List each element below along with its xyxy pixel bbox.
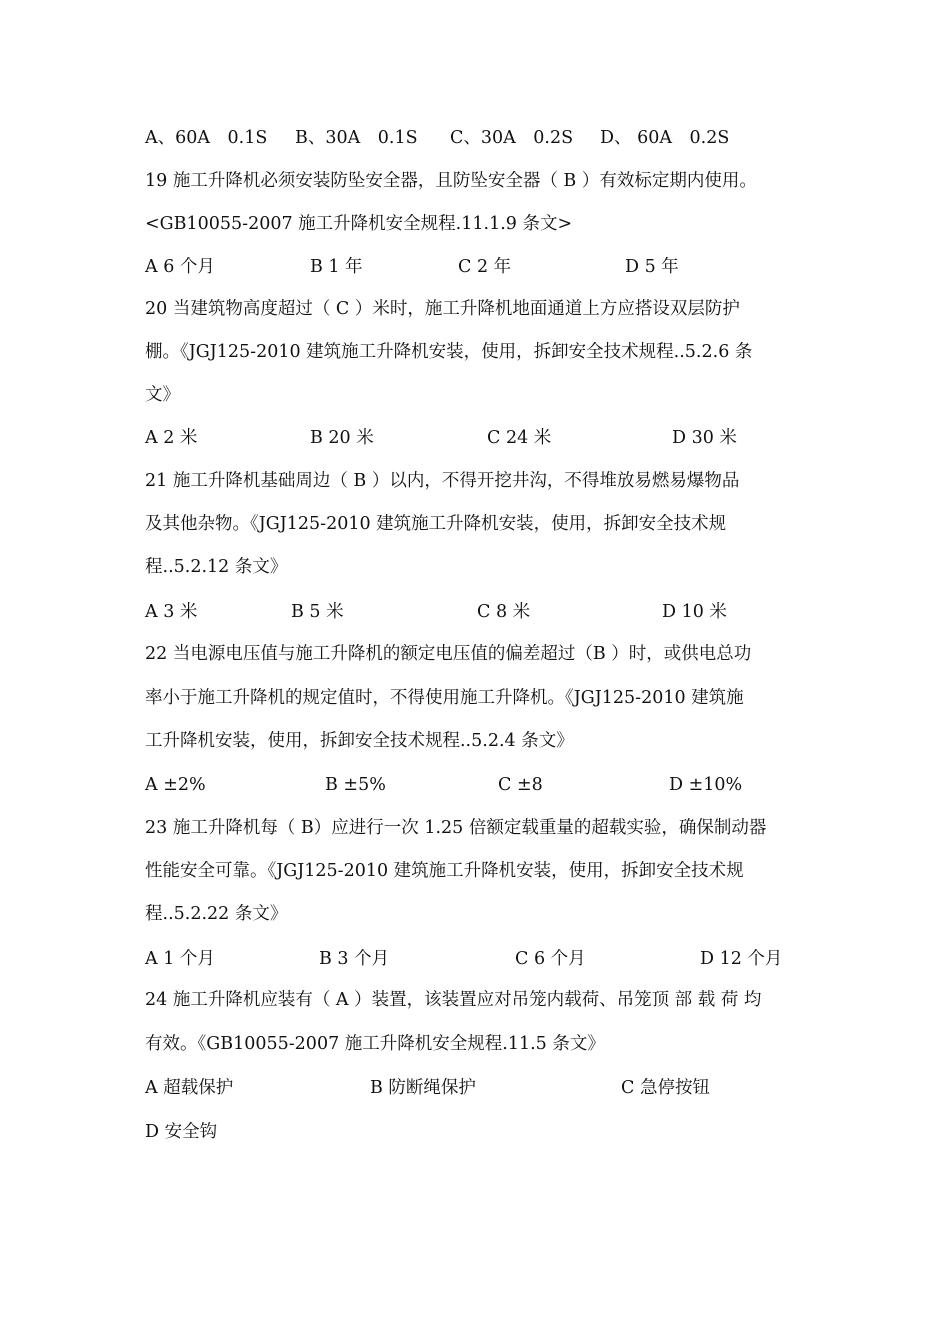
question-22-text-end: 工升降机安装，使用，拆卸安全技术规程..5.2.4 条文》 xyxy=(145,731,574,751)
option-b: B ±5% xyxy=(325,775,386,795)
option-b: B 3 个月 xyxy=(319,949,390,969)
q22-options xyxy=(145,773,845,797)
option-d: D、 60A 0.2S xyxy=(600,128,730,148)
q23-options xyxy=(145,947,845,971)
question-21-text-end: 程..5.2.12 条文》 xyxy=(145,557,288,577)
option-c: C、30A 0.2S xyxy=(450,128,574,148)
question-19-reference: <GB10055-2007 施工升降机安全规程.11.1.9 条文> xyxy=(145,214,573,234)
question-24-option-d: D 安全钩 xyxy=(145,1122,218,1142)
option-b: B 5 米 xyxy=(291,602,344,622)
question-23-text: 23 施工升降机每（ B）应进行一次 1.25 倍额定载重量的超载实验，确保制动器 xyxy=(145,818,767,838)
option-c: C 2 年 xyxy=(458,257,512,277)
option-d: D ±10% xyxy=(669,775,743,795)
option-b: B 20 米 xyxy=(310,428,374,448)
question-20-text-end: 文》 xyxy=(145,385,180,405)
option-a: A 2 米 xyxy=(145,428,198,448)
question-20-text-cont: 棚。《JGJ125-2010 建筑施工升降机安装，使用，拆卸安全技术规程..5.2.6 条 xyxy=(145,342,753,362)
question-21-text-cont: 及其他杂物。《JGJ125-2010 建筑施工升降机安装，使用，拆卸安全技术规 xyxy=(145,514,727,534)
option-c: C 6 个月 xyxy=(515,949,586,969)
option-a: A、60A 0.1S xyxy=(145,128,268,148)
option-c: C ±8 xyxy=(498,775,543,795)
option-b: B 防断绳保护 xyxy=(370,1078,476,1098)
question-23-text-end: 程..5.2.22 条文》 xyxy=(145,904,288,924)
q24-options xyxy=(145,1076,845,1100)
option-a: A 1 个月 xyxy=(145,949,215,969)
option-d: D 12 个月 xyxy=(700,949,783,969)
option-a: A 超载保护 xyxy=(145,1078,234,1098)
q20-options xyxy=(145,426,845,450)
option-c: C 8 米 xyxy=(477,602,531,622)
question-24-reference: 有效。《GB10055-2007 施工升降机安全规程.11.5 条文》 xyxy=(145,1034,605,1054)
question-19-text: 19 施工升降机必须安装防坠安全器，且防坠安全器（ B ）有效标定期内使用。 xyxy=(145,171,757,191)
option-d: D 5 年 xyxy=(625,257,679,277)
option-a: A 3 米 xyxy=(145,602,198,622)
question-21-text: 21 施工升降机基础周边（ B ）以内，不得开挖井沟，不得堆放易燃易爆物品 xyxy=(145,471,740,491)
q21-options xyxy=(145,600,845,624)
option-d: D 30 米 xyxy=(672,428,737,448)
option-c: C 24 米 xyxy=(487,428,552,448)
question-24-text: 24 施工升降机应装有（ A ）装置，该装置应对吊笼内载荷、吊笼顶 部 载 荷 均 xyxy=(145,990,762,1010)
q19-options xyxy=(145,255,845,279)
q18-options xyxy=(145,126,845,150)
option-b: B、30A 0.1S xyxy=(295,128,418,148)
option-a: A ±2% xyxy=(145,775,206,795)
question-22-text-cont: 率小于施工升降机的规定值时，不得使用施工升降机。《JGJ125-2010 建筑施 xyxy=(145,688,744,708)
question-20-text: 20 当建筑物高度超过（ C ）米时，施工升降机地面通道上方应搭设双层防护 xyxy=(145,299,740,319)
question-23-text-cont: 性能安全可靠。《JGJ125-2010 建筑施工升降机安装，使用，拆卸安全技术规 xyxy=(145,861,744,881)
option-c: C 急停按钮 xyxy=(621,1078,710,1098)
option-d: D 10 米 xyxy=(662,602,727,622)
option-b: B 1 年 xyxy=(310,257,363,277)
question-22-text: 22 当电源电压值与施工升降机的额定电压值的偏差超过（B ）时，或供电总功 xyxy=(145,644,752,664)
option-a: A 6 个月 xyxy=(145,257,215,277)
